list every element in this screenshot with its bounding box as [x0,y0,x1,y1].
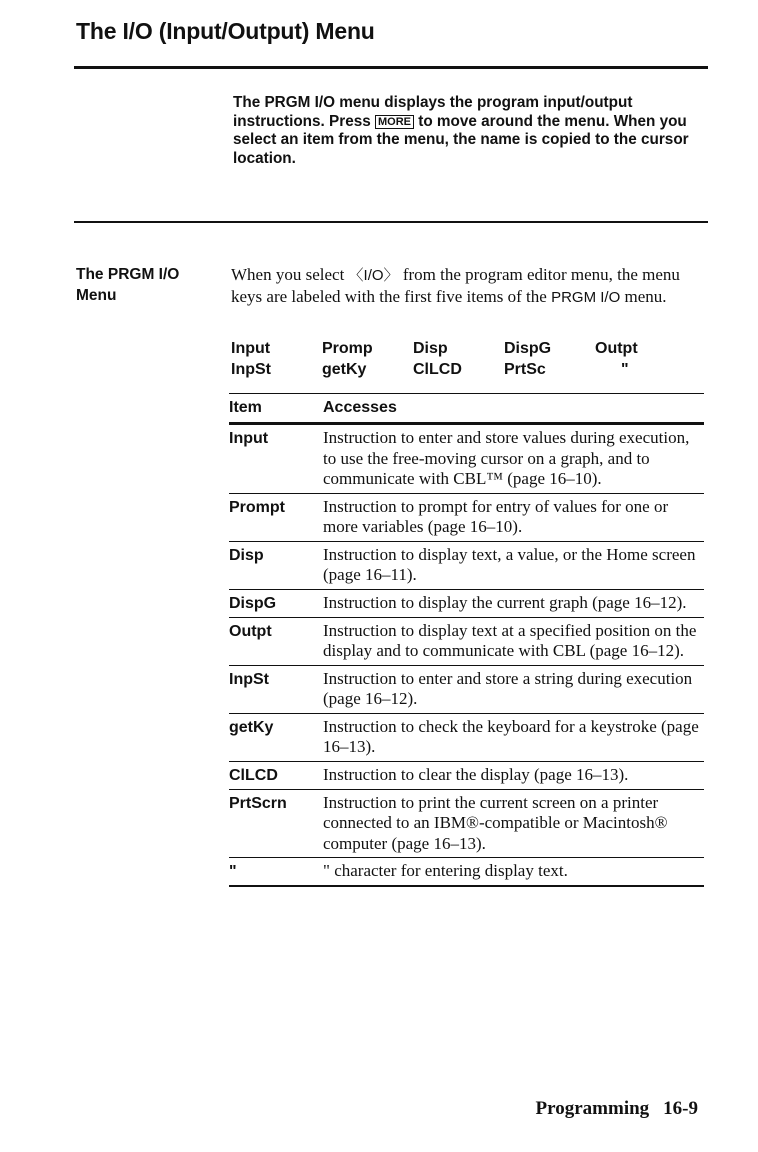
intro-text-2: to move around the menu. When you select an item from the menu, the name is copied to the cursor location. [233,112,689,167]
table-row [229,618,704,666]
title-rule [74,66,708,69]
table-row [229,494,704,542]
row-item: getKy [229,718,274,736]
intro-text-1: The PRGM I/O menu displays the program input/output instructions. Press [233,94,633,130]
row-item: Prompt [229,498,285,516]
header-item: Item [229,399,262,416]
row-item: Disp [229,546,264,564]
row-item: Input [229,430,269,447]
row-desc: Instruction to display text at a specified position on the display and to communicate with CBL (page 16–12). [323,620,697,660]
page-footer [536,1098,698,1120]
footer-section: Programming [535,1098,650,1119]
table-row [229,858,704,887]
menu-key: Disp [413,340,448,357]
row-item: " [229,863,237,880]
table-row [229,666,704,714]
section-text-1: When you select [231,265,349,284]
menu-key: getKy [322,361,367,378]
menu-key: InpSt [231,361,271,378]
row-item: PrtScrn [229,794,287,812]
row-item: ClLCD [229,766,278,784]
table-row [229,714,704,762]
row-desc: Instruction to enter and store values during execution, to use the free-moving cursor on a graph, and to communicate with CBL™ (page 16–10). [323,428,690,488]
row-desc: " character for entering display text. [323,861,568,880]
row-desc: Instruction to display text, a value, or the Home screen (page 16–11). [323,544,696,584]
menu-key: ClLCD [413,361,462,378]
table-row [229,590,704,618]
menu-row-1 [231,338,686,359]
row-item: InpSt [229,670,269,688]
row-desc: Instruction to enter and store a string during execution (page 16–12). [323,668,693,708]
table-row [229,762,704,790]
page-title: The I/O (Input/Output) Menu [76,18,375,44]
table-row [229,790,704,859]
row-desc: Instruction to clear the display (page 16–13). [323,764,629,784]
menu-key: Input [231,340,271,357]
menu-key: PrtSc [504,361,546,378]
menu-key: DispG [504,340,552,357]
row-desc: Instruction to prompt for entry of values for one or more variables (page 16–10). [323,496,669,536]
menu-key: " [621,361,629,378]
row-item: DispG [229,594,277,612]
section-text-4: menu. [620,287,667,306]
header-accesses: Accesses [323,399,397,416]
section-text-2: from the program editor menu, the menu keys are labeled with the first five items of the [231,265,680,306]
row-item: Outpt [229,622,272,640]
page-number: 16-9 [663,1098,698,1119]
section-rule [74,221,708,223]
intro-paragraph [233,94,703,168]
menu-key: Promp [322,340,373,357]
menu-key: Outpt [595,340,638,357]
row-desc: Instruction to check the keyboard for a keystroke (page 16–13). [323,716,699,756]
io-key: 〈I/O〉 [348,267,399,284]
menu-keys [231,338,686,380]
row-desc: Instruction to display the current graph (page 16–12). [323,592,687,612]
table-row [229,425,704,494]
section-paragraph [231,264,703,308]
accesses-table [229,393,704,887]
menu-row-2 [231,359,686,380]
row-desc: Instruction to print the current screen on a printer connected to an IBM®-compatible or Macintosh® computer (page 16–13). [323,792,668,853]
table-header [229,393,704,425]
side-heading: The PRGM I/O Menu [76,266,180,304]
more-key: MORE [375,115,414,129]
table-row [229,542,704,590]
section-text-3: PRGM I/O [551,289,621,306]
